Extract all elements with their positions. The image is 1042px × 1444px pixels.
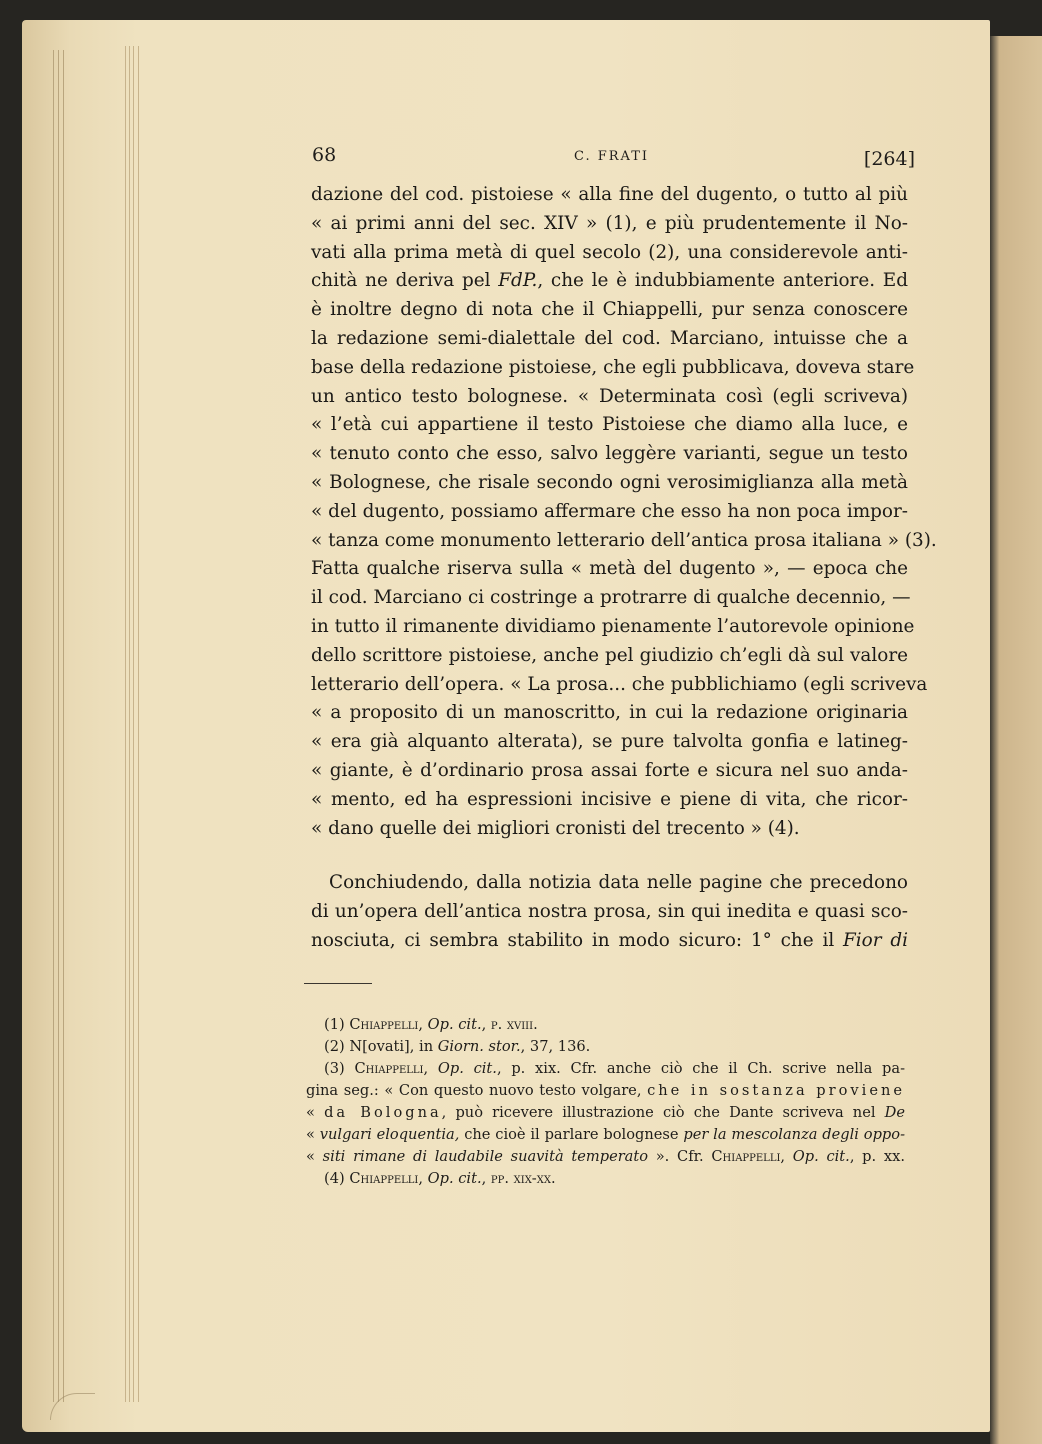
text-line: la redazione semi-dialettale del cod. Marciano, intuisse che a bbox=[311, 327, 908, 349]
text-line: « tenuto conto che esso, salvo leggère varianti, segue un testo bbox=[311, 443, 908, 465]
page-corner-curl bbox=[50, 1393, 95, 1420]
page-edge-line bbox=[63, 50, 64, 1402]
text-line: in tutto il rimanente dividiamo pienamente l’autorevole opinione bbox=[311, 615, 915, 637]
gutter-line bbox=[129, 46, 130, 1402]
text-line: dello scrittore pistoiese, anche pel giudizio ch’egli dà sul valore bbox=[311, 644, 908, 666]
gutter-line bbox=[133, 46, 134, 1402]
footnotes bbox=[306, 1014, 905, 1190]
text-line: Conchiudendo, dalla notizia data nelle pagine che precedono bbox=[329, 872, 908, 894]
text-line: base della redazione pistoiese, che egli pubblicava, doveva stare bbox=[311, 356, 915, 378]
gutter-line bbox=[125, 46, 126, 1402]
text-line: nosciuta, ci sembra stabilito in modo sicuro: 1° che il Fior di bbox=[311, 929, 908, 951]
running-header bbox=[308, 140, 915, 174]
text-line: di un’opera dell’antica nostra prosa, sin qui inedita e quasi sco- bbox=[311, 901, 908, 923]
facing-page-edge bbox=[990, 36, 1042, 1444]
text-line: « giante, è d’ordinario prosa assai forte e sicura nel suo anda- bbox=[311, 759, 908, 781]
text-line: letterario dell’opera. « La prosa... che pubblichiamo (egli scriveva bbox=[311, 673, 928, 695]
footnote-4: (4) Chiappelli, Op. cit., pp. xix-xx. bbox=[324, 1170, 556, 1187]
text-line: chità ne deriva pel FdP., che le è indubbiamente anteriore. Ed bbox=[311, 270, 908, 292]
text-line: dazione del cod. pistoiese « alla fine del dugento, o tutto al più bbox=[311, 184, 908, 205]
footnote-3-line: gina seg.: « Con questo nuovo testo volgare, che in sostanza proviene bbox=[306, 1082, 905, 1099]
text-line: « mento, ed ha espressioni incisive e piene di vita, che ricor- bbox=[311, 788, 908, 810]
footnote-3-line: « siti rimane di laudabile suavità temperato ». Cfr. Chiappelli, Op. cit., p. xx. bbox=[306, 1148, 905, 1165]
running-title: C. FRATI bbox=[573, 149, 650, 164]
footnote-3-line: « vulgari eloquentia, che cioè il parlare bolognese per la mescolanza degli oppo- bbox=[306, 1126, 905, 1143]
page-edge-line bbox=[53, 50, 54, 1402]
footnote-rule bbox=[304, 983, 372, 984]
text-line: vati alla prima metà di quel secolo (2), una considerevole anti- bbox=[311, 241, 908, 263]
text-line: « a proposito di un manoscritto, in cui la redazione originaria bbox=[311, 702, 908, 724]
text-line: un antico testo bolognese. « Determinata così (egli scriveva) bbox=[311, 385, 908, 407]
footnote-1: (1) Chiappelli, Op. cit., p. xviii. bbox=[324, 1016, 538, 1033]
footnote-3-line: « da Bologna, può ricevere illustrazione ciò che Dante scriveva nel De bbox=[306, 1104, 905, 1121]
text-line: « Bolognese, che risale secondo ogni verosimiglianza alla metà bbox=[311, 471, 908, 493]
gutter-line bbox=[138, 46, 139, 1402]
body-text bbox=[311, 181, 937, 956]
footnote-2: (2) N[ovati], in Giorn. stor., 37, 136. bbox=[324, 1038, 591, 1055]
page-number: 68 bbox=[312, 144, 337, 166]
text-line: « del dugento, possiamo affermare che esso ha non poca impor- bbox=[311, 500, 908, 522]
text-line: « era già alquanto alterata), se pure talvolta gonfia e latineg- bbox=[311, 731, 908, 753]
text-line: « ai primi anni del sec. XIV » (1), e più prudentemente il No- bbox=[311, 212, 908, 234]
text-line: Fatta qualche riserva sulla « metà del dugento », — epoca che bbox=[311, 558, 908, 580]
page-reference: [264] bbox=[863, 148, 915, 170]
page-edge-line bbox=[58, 50, 59, 1402]
text-line: « l’età cui appartiene il testo Pistoiese che diamo alla luce, e bbox=[311, 414, 908, 436]
text-line: « dano quelle dei migliori cronisti del trecento » (4). bbox=[311, 817, 800, 839]
text-line: il cod. Marciano ci costringe a protrarre di qualche decennio, — bbox=[311, 587, 911, 609]
text-line: è inoltre degno di nota che il Chiappelli, pur senza conoscere bbox=[311, 299, 908, 321]
footnote-3: (3) Chiappelli, Op. cit., p. xix. Cfr. anche ciò che il Ch. scrive nella pa- bbox=[324, 1060, 906, 1077]
text-line: « tanza come monumento letterario dell’antica prosa italiana » (3). bbox=[311, 529, 937, 551]
